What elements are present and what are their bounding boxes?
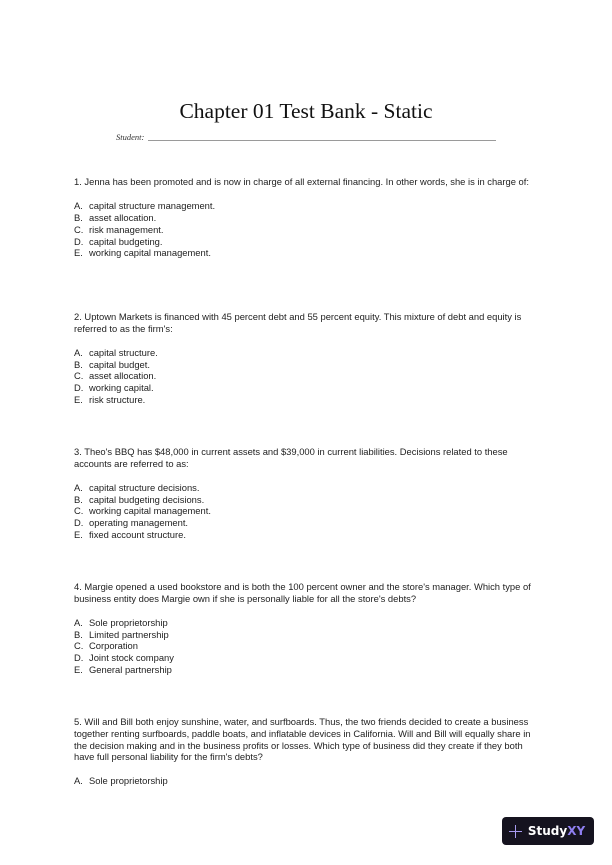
question-text: 5. Will and Bill both enjoy sunshine, water, and surfboards. Thus, the two friends decided to create a business together renting surfboards, paddle boats, and inflatable devices in California. Will and Bill will equally share in the decision making and in the business profits or losses. Which type of business did they create if they both have full personal liability for the firm's debts?	[74, 716, 531, 763]
choice-letter: E.	[74, 247, 83, 259]
choice-text: working capital management.	[89, 247, 211, 259]
choice-text: risk structure.	[89, 394, 146, 406]
choice-letter: D.	[74, 382, 84, 394]
choice-letter: A.	[74, 481, 83, 493]
question-text: 2. Uptown Markets is financed with 45 percent debt and 55 percent equity. This mixture of debt and equity is referred to as the firm's:	[74, 311, 522, 334]
choice-b[interactable]	[74, 359, 544, 371]
choice-letter: A.	[74, 775, 83, 787]
question-1	[74, 176, 544, 259]
question-text: 3. Theo's BBQ has $48,000 in current assets and $39,000 in current liabilities. Decisions related to these accounts are referred to as:	[74, 446, 508, 469]
choice-letter: B.	[74, 211, 83, 223]
choice-letter: A.	[74, 346, 83, 358]
choice-letter: B.	[74, 493, 83, 505]
choice-text: General partnership	[89, 664, 172, 676]
choice-d[interactable]	[74, 517, 544, 529]
choice-text: asset allocation.	[89, 370, 157, 382]
choice-a[interactable]	[74, 617, 544, 629]
choice-c[interactable]	[74, 640, 544, 652]
question-text: 4. Margie opened a used bookstore and is both the 100 percent owner and the store's manager. Which type of business entity does Margie own if she is personally liable for all the store's debts?	[74, 581, 531, 604]
question-4	[74, 581, 544, 676]
choice-d[interactable]	[74, 382, 544, 394]
student-input-line[interactable]	[148, 140, 496, 141]
choice-letter: A.	[74, 199, 83, 211]
choice-letter: D.	[74, 517, 84, 529]
choice-letter: E.	[74, 394, 83, 406]
choice-list	[74, 617, 544, 677]
page-title: Chapter 01 Test Bank - Static	[179, 99, 433, 123]
choice-list	[74, 200, 544, 260]
choice-d[interactable]	[74, 652, 544, 664]
choice-text: Joint stock company	[89, 652, 174, 664]
choice-letter: C.	[74, 370, 84, 382]
choice-letter: C.	[74, 223, 84, 235]
choice-list	[74, 482, 544, 542]
choice-a[interactable]	[74, 775, 544, 787]
choice-text: asset allocation.	[89, 211, 157, 223]
choice-text: working capital management.	[89, 505, 211, 517]
choice-text: capital budget.	[89, 358, 150, 370]
choice-letter: C.	[74, 505, 84, 517]
choice-b[interactable]	[74, 494, 544, 506]
choice-list	[74, 775, 544, 787]
choice-e[interactable]	[74, 664, 544, 676]
choice-text: capital budgeting.	[89, 235, 163, 247]
choice-text: capital budgeting decisions.	[89, 493, 205, 505]
choice-list	[74, 347, 544, 407]
plus-icon	[509, 825, 522, 838]
choice-a[interactable]	[74, 200, 544, 212]
question-text: 1. Jenna has been promoted and is now in charge of all external financing. In other words, she is in charge of:	[74, 176, 529, 187]
choice-text: capital structure.	[89, 346, 158, 358]
choice-b[interactable]	[74, 212, 544, 224]
choice-letter: B.	[74, 628, 83, 640]
choice-text: working capital.	[89, 382, 154, 394]
choice-text: risk management.	[89, 223, 164, 235]
studyxy-badge[interactable]	[502, 817, 594, 845]
choice-letter: D.	[74, 652, 84, 664]
choice-letter: C.	[74, 640, 84, 652]
choice-text: capital structure management.	[89, 199, 216, 211]
choice-letter: E.	[74, 529, 83, 541]
choice-a[interactable]	[74, 482, 544, 494]
choice-text: Limited partnership	[89, 628, 169, 640]
choice-e[interactable]	[74, 247, 544, 259]
choice-letter: E.	[74, 664, 83, 676]
choice-letter: A.	[74, 616, 83, 628]
choice-letter: D.	[74, 235, 84, 247]
badge-label-main: Study	[527, 824, 568, 838]
choice-text: capital structure decisions.	[89, 481, 200, 493]
choice-d[interactable]	[74, 236, 544, 248]
choice-text: fixed account structure.	[89, 529, 186, 541]
choice-a[interactable]	[74, 347, 544, 359]
choice-text: Sole proprietorship	[89, 616, 168, 628]
student-field[interactable]	[116, 128, 496, 142]
choice-c[interactable]	[74, 224, 544, 236]
choice-b[interactable]	[74, 629, 544, 641]
student-label: Student:	[116, 132, 145, 142]
question-3	[74, 446, 544, 541]
choice-text: operating management.	[89, 517, 189, 529]
badge-label-accent: XY	[567, 824, 586, 838]
choice-c[interactable]	[74, 505, 544, 517]
choice-text: Sole proprietorship	[89, 775, 168, 787]
question-2	[74, 311, 544, 406]
choice-e[interactable]	[74, 529, 544, 541]
choice-c[interactable]	[74, 370, 544, 382]
choice-text: Corporation	[89, 640, 138, 652]
choice-letter: B.	[74, 358, 83, 370]
question-5	[74, 716, 544, 787]
choice-e[interactable]	[74, 394, 544, 406]
